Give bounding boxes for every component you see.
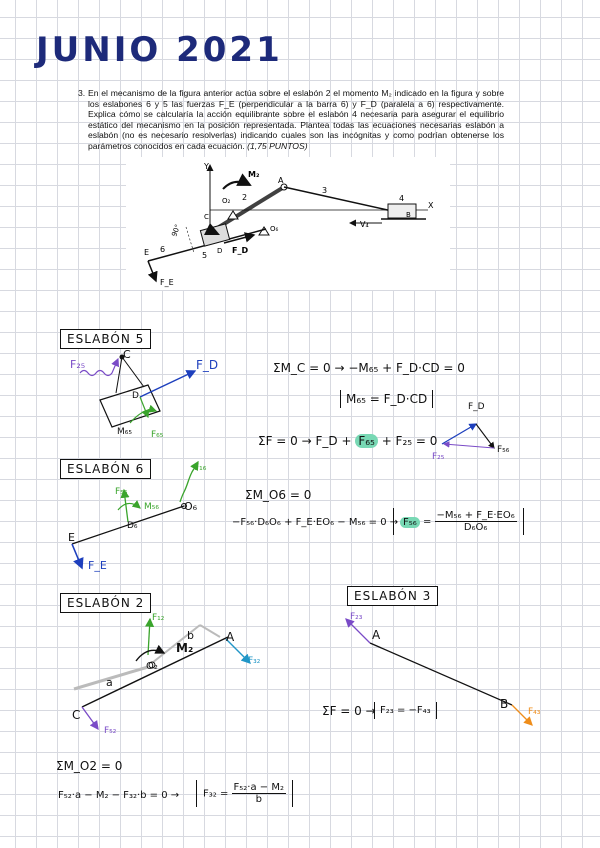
fig-label-90: 90° bbox=[170, 223, 183, 238]
s6-eq1: ΣM_O6 = 0 bbox=[245, 488, 312, 502]
s5-label-m65: M₆₅ bbox=[117, 427, 132, 437]
fig-label-m2: M₂ bbox=[248, 170, 260, 179]
s2-frac-num: F₅₂·a − M₂ bbox=[233, 782, 284, 793]
fig-label-d: D bbox=[217, 247, 223, 255]
page-title: JUNIO 2021 bbox=[36, 30, 283, 70]
fig-label-e: E bbox=[144, 248, 150, 257]
fig-label-c: C bbox=[204, 213, 209, 221]
s6-label-d6: D₆ bbox=[127, 521, 138, 531]
fig-label-fe: F_E bbox=[160, 278, 174, 287]
s5-eq3-highlight: F₆₅ bbox=[355, 434, 378, 448]
mechanism-diagram bbox=[126, 157, 450, 290]
s2-result bbox=[196, 780, 293, 807]
s6-label-m56: M₅₆ bbox=[144, 502, 159, 512]
problem-text: En el mecanismo de la figura anterior actúa sobre el eslabón 2 el momento M₂ indicado en la figura y sobre los eslabones 6 y 5 las fuerzas F_E (perpendicular a la barra 6) y F_D (paralela a 6) respectivamente. Explica cómo se calcularía la acción equilibrante sobre el eslabón 4 necesaria para asegurar el equilibrio estático del mecanismo en la posición representada. Plantea todas las ecuaciones necesarias eslabón a eslabón (no es necesario resolverlas) indicando cuales son las incógnitas y como podrían obtenerse los parámetros conocidos en cada ecuación. bbox=[88, 88, 504, 151]
heading-eslabon-2: ESLABÓN 2 bbox=[60, 593, 151, 613]
s2-eq1: ΣM_O2 = 0 bbox=[56, 759, 123, 773]
s6-label-o6: O₆ bbox=[184, 500, 198, 513]
heading-eslabon-3: ESLABÓN 3 bbox=[347, 586, 438, 606]
s2-label-a: a bbox=[106, 676, 113, 689]
s5-label-d: D bbox=[132, 391, 139, 401]
fig-label-v4: V₄ bbox=[360, 220, 369, 229]
problem-points: (1,75 PUNTOS) bbox=[247, 140, 308, 151]
s3-eq: ΣF = 0 → bbox=[322, 704, 376, 718]
fig-label-3: 3 bbox=[322, 186, 328, 195]
fig-label-2: 2 bbox=[242, 193, 248, 202]
fig-label-b: B bbox=[406, 211, 411, 219]
fig-label-a: A bbox=[278, 176, 284, 185]
s5-label-fd: F_D bbox=[196, 358, 219, 372]
s2-label-o2: O₂ bbox=[146, 661, 158, 672]
problem-number: 3. bbox=[78, 88, 86, 98]
s6-label-e: E bbox=[68, 531, 75, 544]
moment-arrow bbox=[223, 182, 250, 189]
s2-result-lhs: F₃₂ = bbox=[203, 788, 229, 800]
fig-label-fd: F_D bbox=[232, 246, 249, 255]
s2-label-f32: F₃₂ bbox=[248, 656, 261, 666]
s5-label-c: C bbox=[123, 348, 131, 361]
tri-label-f25: F₂₅ bbox=[432, 452, 445, 462]
s2-label-a-point: A bbox=[226, 630, 235, 644]
s2-label-f12: F₁₂ bbox=[152, 613, 165, 623]
s5-eq3 bbox=[258, 434, 437, 448]
s6-eq2: −F₅₆·D₆O₆ + F_E·EO₆ − M₅₆ = 0 → bbox=[232, 517, 399, 528]
s2-label-f52: F₅₂ bbox=[104, 726, 117, 736]
s6-result-fraction bbox=[435, 510, 517, 533]
tri-label-fd: F_D bbox=[468, 402, 485, 412]
s2-eq2: F₅₂·a − M₂ − F₃₂·b = 0 → bbox=[58, 790, 180, 801]
s6-result-highlight: F₅₆ bbox=[400, 517, 420, 528]
s6-label-fe: F_E bbox=[88, 559, 107, 572]
eslabon-2-sketch bbox=[60, 605, 280, 740]
fig-label-5: 5 bbox=[202, 251, 208, 260]
s2-label-b: b bbox=[187, 629, 194, 642]
tri-label-f56: F₅₆ bbox=[497, 445, 510, 455]
s6-label-f16: F₁₆ bbox=[194, 463, 207, 473]
s2-frac-den: b bbox=[255, 794, 262, 805]
s6-frac-den: D₆O₆ bbox=[463, 522, 488, 533]
s2-label-m2: M₂ bbox=[176, 641, 194, 655]
s5-label-f65: F₆₅ bbox=[151, 430, 164, 440]
s3-label-f23: F₂₃ bbox=[350, 612, 363, 622]
mechanism-figure bbox=[126, 157, 450, 290]
fig-label-o2: O₂ bbox=[222, 197, 231, 205]
s3-eq-box: F₂₃ = −F₄₃ bbox=[374, 702, 437, 719]
fig-label-6: 6 bbox=[160, 245, 166, 254]
fig-label-c-o6: O₆ bbox=[270, 225, 279, 233]
problem-statement bbox=[78, 88, 504, 152]
s5-eq3-part-a: ΣF = 0 → F_D + bbox=[258, 434, 352, 448]
s5-eq3-part-b: + F₂₅ = 0 bbox=[381, 434, 438, 448]
s6-result: F₅₆ = $\frac{\text{−M₅₆ + F\_E·EO₆}}{\text{D₆O₆}}$ bbox=[393, 508, 524, 535]
s5-label-f25: F₂₅ bbox=[70, 358, 86, 371]
s3-label-f43: F₄₃ bbox=[528, 707, 541, 717]
s6-frac-num: −M₅₆ + F_E·EO₆ bbox=[436, 510, 515, 521]
slider-4 bbox=[388, 204, 416, 218]
fig-label-y: Y bbox=[204, 162, 209, 171]
heading-eslabon-6: ESLABÓN 6 bbox=[60, 459, 151, 479]
s5-eq2: M₆₅ = F_D·CD bbox=[340, 390, 433, 408]
s2-label-c: C bbox=[72, 708, 81, 722]
s3-label-a: A bbox=[372, 628, 381, 642]
eslabon-6-sketch bbox=[60, 460, 230, 580]
s5-eq1: ΣM_C = 0 → −M₆₅ + F_D·CD = 0 bbox=[273, 361, 465, 375]
s3-label-b: B bbox=[500, 697, 509, 711]
s6-label-f56: F₅₆ bbox=[115, 487, 128, 497]
fig-label-x: X bbox=[428, 201, 434, 210]
s2-result-fraction bbox=[232, 782, 286, 805]
fig-label-4: 4 bbox=[399, 194, 405, 203]
heading-eslabon-5: ESLABÓN 5 bbox=[60, 329, 151, 349]
